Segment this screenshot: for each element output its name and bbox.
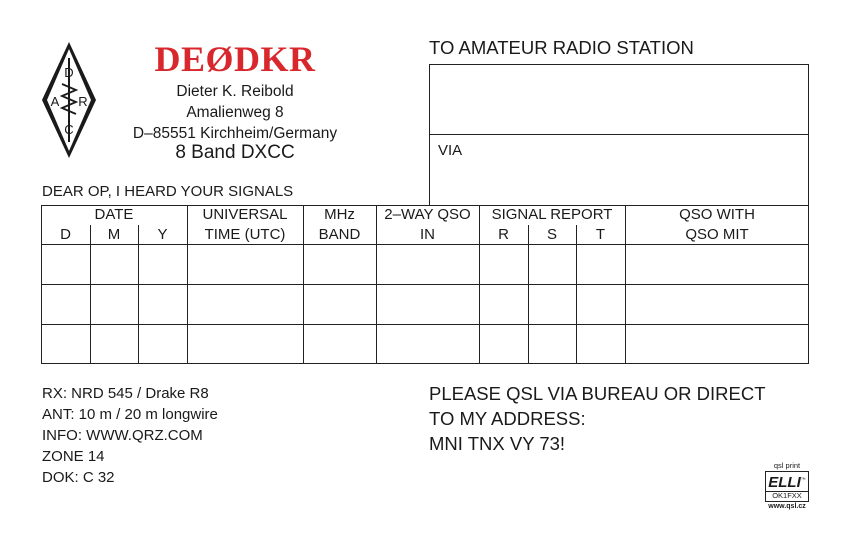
darc-logo — [38, 40, 100, 160]
col-header-day: D — [60, 226, 71, 243]
info-zone: ZONE 14 — [42, 448, 105, 465]
col-group-signal-report: SIGNAL REPORT — [491, 206, 613, 223]
col-header-year: Y — [157, 226, 168, 243]
table-row[interactable] — [41, 325, 809, 363]
operator-name: Dieter K. Reibold — [176, 83, 294, 100]
via-divider — [429, 134, 809, 135]
col-group-qso-with: QSO WITH — [679, 206, 755, 223]
printer-brand — [766, 473, 808, 490]
logo-letter-d: D — [64, 65, 74, 80]
info-antenna: ANT: 10 m / 20 m longwire — [42, 406, 218, 423]
printer-call: OK1FXX — [766, 491, 808, 500]
logo-letter-c: C — [64, 122, 74, 137]
col-header-month: M — [107, 226, 121, 243]
col-group-date: DATE — [94, 206, 134, 223]
table-row[interactable] — [41, 285, 809, 324]
closing-line-3: MNI TNX VY 73! — [429, 433, 566, 454]
qso-log-table — [41, 205, 809, 364]
to-station-box — [429, 64, 809, 206]
col-group-mhz: MHz — [324, 206, 355, 223]
city-address: D–85551 Kirchheim/Germany — [132, 125, 338, 142]
col-header-in: IN — [420, 226, 435, 243]
info-rx: RX: NRD 545 / Drake R8 — [42, 385, 209, 402]
col-header-time: TIME (UTC) — [204, 226, 286, 243]
via-label: VIA — [438, 142, 463, 159]
printer-badge — [765, 471, 809, 502]
col-group-universal: UNIVERSAL — [202, 206, 288, 223]
col-header-band: BAND — [318, 226, 361, 243]
logo-letter-a: A — [50, 94, 60, 109]
col-header-qso-mit: QSO MIT — [685, 226, 749, 243]
closing-line-2: TO MY ADDRESS: — [429, 408, 586, 429]
award-line: 8 Band DXCC — [175, 142, 295, 163]
to-station-title: TO AMATEUR RADIO STATION — [429, 37, 694, 58]
callsign: DEØDKR — [154, 39, 316, 79]
greeting: DEAR OP, I HEARD YOUR SIGNALS — [42, 183, 294, 200]
printer-url: www.qsl.cz — [768, 503, 806, 510]
street-address: Amalienweg 8 — [186, 104, 284, 121]
printer-brand-text: ELLI — [768, 474, 801, 491]
table-row[interactable] — [41, 245, 809, 284]
info-url: INFO: WWW.QRZ.COM — [42, 427, 203, 444]
printer-stamp — [764, 462, 810, 511]
printer-trademark: ™ — [800, 477, 806, 483]
info-dok: DOK: C 32 — [42, 469, 115, 486]
col-header-r: R — [498, 226, 509, 243]
printer-top: qsl print — [773, 461, 801, 470]
col-header-t: T — [595, 226, 606, 243]
col-group-2way: 2–WAY QSO — [384, 206, 471, 223]
col-header-s: S — [546, 226, 557, 243]
logo-letter-r: R — [78, 94, 88, 109]
closing-line-1: PLEASE QSL VIA BUREAU OR DIRECT — [429, 383, 766, 404]
darc-diamond-icon — [38, 40, 100, 160]
